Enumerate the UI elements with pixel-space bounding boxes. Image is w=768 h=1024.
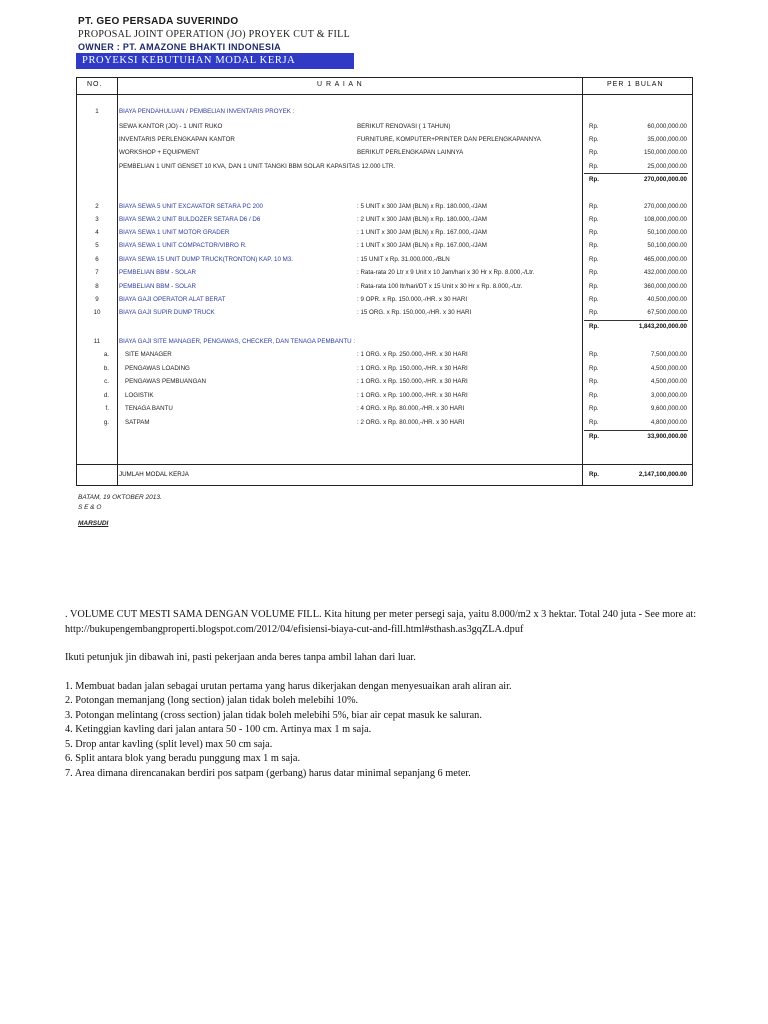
row-number: 5 (95, 242, 99, 249)
item-detail: : 1 ORG. x Rp. 100.000,-/HR. x 30 HARI (357, 392, 468, 399)
subtotal-rule (584, 173, 688, 174)
table-row (77, 365, 694, 377)
item-description: SEWA KANTOR (JO) - 1 UNIT RUKO (119, 123, 223, 130)
subtotal-row (77, 176, 694, 188)
step-item: 4. Ketinggian kavling dari jalan antara 50 - 100 cm. Artinya max 1 m saja. (65, 724, 372, 735)
currency-label: Rp. (589, 136, 599, 143)
group-title-row (77, 108, 694, 120)
table-row (77, 203, 694, 215)
currency-label: Rp. (589, 216, 599, 223)
total-divider (77, 464, 692, 465)
owner-line: OWNER : PT. AMAZONE BHAKTI INDONESIA (78, 42, 281, 52)
step-item: 7. Area dimana direncanakan berdiri pos satpam (gerbang) harus datar minimal sepanjang 6 meter. (65, 767, 471, 779)
item-detail: : 4 ORG. x Rp. 80.000,-/HR. x 30 HARI (357, 405, 465, 412)
table-row (77, 216, 694, 228)
table-row (77, 256, 694, 268)
row-number: 3 (95, 216, 99, 223)
budget-table (76, 77, 693, 486)
currency-label: Rp. (589, 163, 599, 170)
item-description: BIAYA SEWA 1 UNIT COMPACTOR/VIBRO R. (119, 242, 247, 249)
row-letter: g. (103, 419, 109, 426)
currency-label: Rp. (589, 296, 599, 303)
item-detail: : 2 UNIT x 300 JAM (BLN) x Rp. 180.000,-/JAM (357, 216, 487, 223)
row-letter: f. (105, 405, 109, 412)
item-amount: 35,000,000.00 (647, 136, 687, 143)
item-amount: 360,000,000.00 (643, 283, 687, 290)
item-amount: 9,600,000.00 (650, 405, 687, 412)
item-amount: 60,000,000.00 (647, 123, 687, 130)
sign-initials: S E & O (78, 504, 102, 511)
table-row (77, 269, 694, 281)
item-amount: 4,500,000.00 (650, 365, 687, 372)
group-title: BIAYA PENDAHULUAN / PEMBELIAN INVENTARIS PROYEK : (119, 108, 295, 115)
row-number: 11 (93, 338, 101, 345)
item-amount: 50,100,000.00 (647, 242, 687, 249)
section-banner: PROYEKSI KEBUTUHAN MODAL KERJA (76, 53, 354, 69)
proposal-title: PROPOSAL JOINT OPERATION (JO) PROYEK CUT & FILL (78, 29, 350, 40)
item-description: PEMBELIAN 1 UNIT GENSET 10 KVA, DAN 1 UNIT TANGKI BBM SOLAR KAPASITAS 12.000 LTR. (119, 163, 396, 170)
item-amount: 465,000,000.00 (643, 256, 687, 263)
item-amount: 108,000,000.00 (643, 216, 687, 223)
currency-label: Rp. (589, 405, 599, 412)
table-row (77, 378, 694, 390)
item-description: BIAYA SEWA 2 UNIT BULDOZER SETARA D6 / D6 (119, 216, 261, 223)
item-detail: : 9 OPR. x Rp. 150.000,-/HR. x 30 HARI (357, 296, 468, 303)
currency-label: Rp. (589, 203, 599, 210)
row-letter: d. (103, 392, 109, 399)
table-row (77, 136, 694, 148)
item-description: WORKSHOP + EQUIPMENT (119, 149, 200, 156)
item-detail: : 1 UNIT x 300 JAM (BLN) x Rp. 167.000,-/JAM (357, 242, 487, 249)
sign-place-date: BATAM, 19 OKTOBER 2013. (78, 494, 162, 501)
item-detail: BERIKUT RENOVASI ( 1 TAHUN) (357, 123, 451, 130)
item-amount: 270,000,000.00 (643, 203, 687, 210)
table-row (77, 149, 694, 161)
item-description: PEMBELIAN BBM - SOLAR (119, 269, 197, 276)
table-row (77, 242, 694, 254)
table-row (77, 351, 694, 363)
currency-label: Rp. (589, 323, 599, 330)
table-row (77, 283, 694, 295)
row-number: 7 (95, 269, 99, 276)
step-item: 1. Membuat badan jalan sebagai urutan pertama yang harus dikerjakan dengan menyesuaikan arah aliran air. (65, 680, 512, 692)
item-detail: : 1 UNIT x 300 JAM (BLN) x Rp. 167.000,-/JAM (357, 229, 487, 236)
article-text (65, 608, 715, 781)
item-detail: : Rata-rata 100 ltr/hari/DT x 15 Unit x 30 Hr x Rp. 8.000,-/Ltr. (357, 283, 523, 290)
currency-label: Rp. (589, 123, 599, 130)
currency-label: Rp. (589, 471, 599, 478)
currency-label: Rp. (589, 176, 599, 183)
item-amount: 50,100,000.00 (647, 229, 687, 236)
item-detail: : 1 ORG. x Rp. 150.000,-/HR. x 30 HARI (357, 365, 468, 372)
item-description: BIAYA SEWA 5 UNIT EXCAVATOR SETARA PC 200 (119, 203, 263, 210)
item-description: BIAYA SEWA 1 UNIT MOTOR GRADER (119, 229, 230, 236)
item-description: SATPAM (125, 419, 150, 426)
paragraph-intro: Ikuti petunjuk jin dibawah ini, pasti pekerjaan anda beres tanpa ambil lahan dari luar. (65, 652, 416, 663)
currency-label: Rp. (589, 269, 599, 276)
group-title-row (77, 338, 694, 350)
item-detail: : 15 ORG. x Rp. 150.000,-/HR. x 30 HARI (357, 309, 472, 316)
item-amount: 4,800,000.00 (650, 419, 687, 426)
header-no: NO. (87, 81, 103, 88)
row-number: 8 (95, 283, 99, 290)
item-amount: 40,500,000.00 (647, 296, 687, 303)
item-amount: 432,000,000.00 (643, 269, 687, 276)
row-letter: a. (103, 351, 109, 358)
subtotal-rule (584, 320, 688, 321)
row-number: 1 (95, 108, 99, 115)
table-row (77, 296, 694, 308)
currency-label: Rp. (589, 229, 599, 236)
header-per-month: PER 1 BULAN (607, 81, 664, 88)
item-amount: 67,500,000.00 (647, 309, 687, 316)
item-description: PENGAWAS LOADING (125, 365, 190, 372)
currency-label: Rp. (589, 351, 599, 358)
group-title: BIAYA GAJI SITE MANAGER, PENGAWAS, CHECKER, DAN TENAGA PEMBANTU : (119, 338, 356, 345)
subtotal-amount: 1,843,200,000.00 (638, 323, 687, 330)
scanned-document (72, 10, 706, 540)
subtotal-amount: 33,900,000.00 (647, 433, 687, 440)
currency-label: Rp. (589, 242, 599, 249)
currency-label: Rp. (589, 419, 599, 426)
steps-list (65, 680, 715, 782)
currency-label: Rp. (589, 433, 599, 440)
row-number: 10 (93, 309, 101, 316)
row-number: 6 (95, 256, 99, 263)
table-row (77, 229, 694, 241)
item-description: SITE MANAGER (125, 351, 172, 358)
table-row (77, 392, 694, 404)
item-description: BIAYA SEWA 15 UNIT DUMP TRUCK(TRONTON) KAP. 10 M3. (119, 256, 293, 263)
sign-name: MARSUDI (78, 520, 109, 527)
total-amount: 2,147,100,000.00 (638, 471, 687, 478)
subtotal-row (77, 433, 694, 445)
subtotal-amount: 270,000,000.00 (643, 176, 687, 183)
row-letter: b. (103, 365, 109, 372)
subtotal-rule (584, 430, 688, 431)
item-description: PENGAWAS PEMBUANGAN (125, 378, 207, 385)
item-detail: : 1 ORG. x Rp. 250.000,-/HR. x 30 HARI (357, 351, 468, 358)
header-divider (77, 94, 692, 95)
currency-label: Rp. (589, 378, 599, 385)
header-uraian: U R A I A N (317, 81, 363, 88)
currency-label: Rp. (589, 309, 599, 316)
currency-label: Rp. (589, 256, 599, 263)
total-label: JUMLAH MODAL KERJA (119, 471, 189, 478)
item-amount: 25,000,000.00 (647, 163, 687, 170)
step-item: 2. Potongan memanjang (long section) jalan tidak boleh melebihi 10%. (65, 695, 359, 706)
item-description: BIAYA GAJI SUPIR DUMP TRUCK (119, 309, 215, 316)
subtotal-row (77, 323, 694, 335)
currency-label: Rp. (589, 149, 599, 156)
total-row (77, 471, 694, 483)
item-amount: 4,500,000.00 (650, 378, 687, 385)
item-detail: FURNITURE, KOMPUTER+PRINTER DAN PERLENGKAPANNYA (357, 136, 541, 143)
item-description: BIAYA GAJI OPERATOR ALAT BERAT (119, 296, 226, 303)
item-amount: 150,000,000.00 (643, 149, 687, 156)
step-item: 6. Split antara blok yang beradu punggung max 1 m saja. (65, 753, 301, 764)
item-detail: BERIKUT PERLENGKAPAN LAINNYA (357, 149, 464, 156)
paragraph-volume: . VOLUME CUT MESTI SAMA DENGAN VOLUME FILL. Kita hitung per meter persegi saja, yaitu 8.000/m2 x 3 hektar. Total 240 juta - See more at: http://bukupengembangproperti.blogspot.com/2012/04/efisiensi-biaya-cut-and-fill.html#sthash.as3gqZLA.dpuf (65, 609, 697, 635)
currency-label: Rp. (589, 365, 599, 372)
row-number: 9 (95, 296, 99, 303)
item-description: INVENTARIS PERLENGKAPAN KANTOR (119, 136, 235, 143)
table-row (77, 405, 694, 417)
company-name: PT. GEO PERSADA SUVERINDO (78, 16, 239, 27)
item-detail: : 2 ORG. x Rp. 80.000,-/HR. x 30 HARI (357, 419, 465, 426)
item-description: LOGISTIK (125, 392, 154, 399)
item-description: TENAGA BANTU (125, 405, 173, 412)
currency-label: Rp. (589, 283, 599, 290)
currency-label: Rp. (589, 392, 599, 399)
item-detail: : Rata-rata 20 Ltr x 9 Unit x 10 Jam/hari x 30 Hr x Rp. 8.000,-/Ltr. (357, 269, 535, 276)
item-description: PEMBELIAN BBM - SOLAR (119, 283, 197, 290)
table-row (77, 123, 694, 135)
row-number: 2 (95, 203, 99, 210)
step-item: 5. Drop antar kavling (split level) max 50 cm saja. (65, 738, 273, 750)
item-detail: : 15 UNIT x Rp. 31.000.000,-/BLN (357, 256, 450, 263)
item-detail: : 1 ORG. x Rp. 150.000,-/HR. x 30 HARI (357, 378, 468, 385)
row-number: 4 (95, 229, 99, 236)
item-detail: : 5 UNIT x 300 JAM (BLN) x Rp. 180.000,-/JAM (357, 203, 487, 210)
row-letter: c. (104, 378, 109, 385)
item-amount: 7,500,000.00 (650, 351, 687, 358)
step-item: 3. Potongan melintang (cross section) jalan tidak boleh melebihi 5%, biar air cepat masuk ke saluran. (65, 709, 482, 721)
item-amount: 3,000,000.00 (650, 392, 687, 399)
